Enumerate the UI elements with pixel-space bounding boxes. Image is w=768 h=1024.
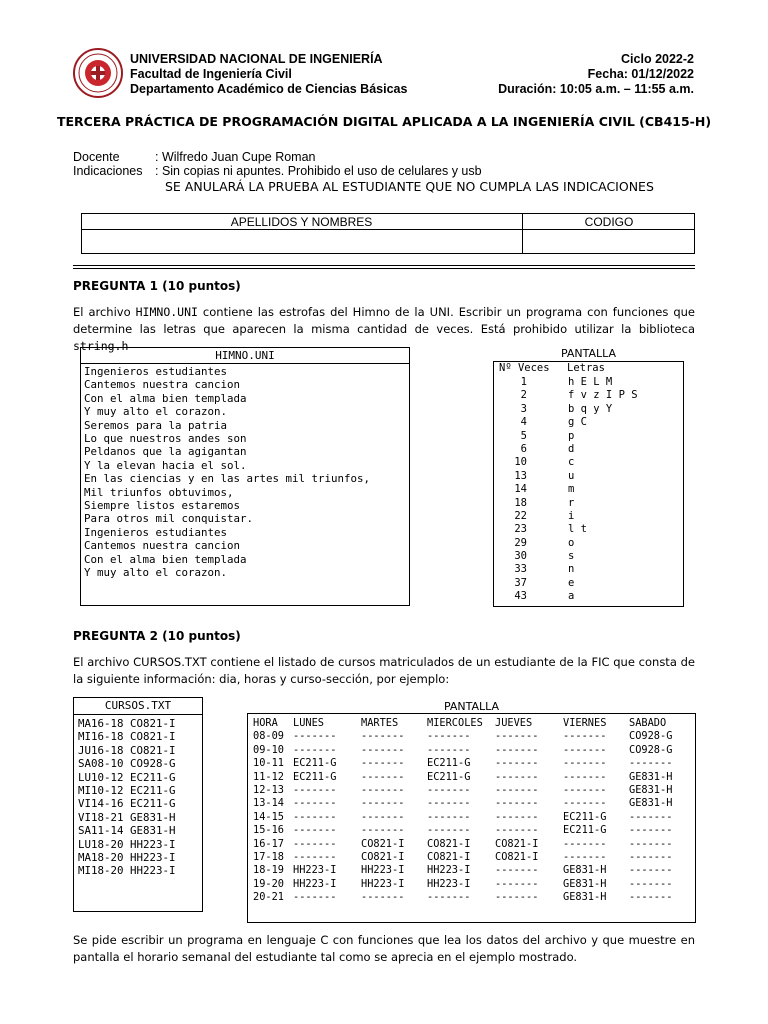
screen-row-count: 29 [514, 536, 527, 549]
schedule-cell: HH223-I [293, 877, 337, 890]
schedule-cell: LUNES [293, 717, 324, 729]
screen-row-letters: r [568, 496, 575, 509]
himno-file-title: HIMNO.UNI [215, 349, 275, 362]
screen-row [495, 416, 683, 429]
schedule-cell: ------- [629, 810, 673, 823]
schedule-cell: JUEVES [495, 717, 533, 729]
schedule-table [253, 717, 689, 905]
schedule-cell: HH223-I [427, 877, 471, 890]
screen-row-count: 4 [520, 416, 527, 429]
screen-row-count: 3 [520, 402, 527, 415]
schedule-cell: ------- [361, 757, 405, 770]
schedule-cell: ------- [563, 730, 607, 743]
course-line: MI18-20 HH223-I [78, 864, 176, 878]
schedule-cell: GE831-H [629, 797, 673, 810]
name-field[interactable] [82, 230, 522, 253]
q1-screen-rows [495, 376, 683, 604]
schedule-cell: 18-19 [253, 864, 284, 877]
schedule-cell: EC211-G [563, 824, 607, 837]
schedule-row [253, 878, 689, 891]
hymn-line: En las ciencias y en las artes mil triunfos, [84, 472, 371, 486]
schedule-cell: CO821-I [361, 837, 405, 850]
schedule-row [253, 771, 689, 784]
schedule-cell: ------- [361, 797, 405, 810]
schedule-cell: ------- [361, 770, 405, 783]
schedule-cell: ------- [563, 851, 607, 864]
faculty-name: Facultad de Ingeniería Civil [130, 67, 292, 81]
screen-row [495, 550, 683, 563]
schedule-row [253, 797, 689, 810]
schedule-cell: 10-11 [253, 757, 284, 770]
screen-row-letters: e [568, 576, 575, 589]
schedule-cell: 12-13 [253, 784, 284, 797]
q1-statement: El archivo HIMNO.UNI contiene las estrofas del Himno de la UNI. Escribir un programa con funciones que determine las letras que aparecen la misma cantidad de veces. Está prohibido utilizar la biblioteca string.h [73, 305, 695, 353]
hymn-line: Lo que nuestros andes son [84, 432, 247, 446]
screen-row [495, 483, 683, 496]
schedule-cell: CO821-I [427, 837, 471, 850]
q1-col-veces: Nº Veces [499, 362, 550, 374]
code-header: CODIGO [584, 215, 634, 229]
schedule-cell: GE831-H [629, 784, 673, 797]
schedule-cell: 08-09 [253, 730, 284, 743]
schedule-cell: CO821-I [495, 851, 539, 864]
hymn-line: Peldanos que la agigantan [84, 445, 247, 459]
schedule-cell: ------- [293, 784, 337, 797]
schedule-cell: ------- [495, 891, 539, 904]
schedule-cell: ------- [629, 824, 673, 837]
screen-row [495, 523, 683, 536]
screen-row-count: 18 [514, 496, 527, 509]
schedule-row [253, 811, 689, 824]
schedule-cell: ------- [293, 810, 337, 823]
schedule-cell: ------- [495, 770, 539, 783]
schedule-cell: ------- [361, 730, 405, 743]
docente-label: Docente [73, 150, 120, 164]
hymn-line: Ingenieros estudiantes [84, 525, 228, 539]
screen-row-letters: a [568, 590, 575, 603]
screen-row-letters: o [568, 536, 575, 549]
schedule-cell: EC211-G [427, 757, 471, 770]
schedule-cell: ------- [427, 730, 471, 743]
schedule-cell: 19-20 [253, 877, 284, 890]
schedule-cell: ------- [427, 810, 471, 823]
schedule-row [253, 864, 689, 877]
screen-row-count: 37 [514, 576, 527, 589]
course-line: SA11-14 GE831-H [78, 824, 176, 838]
schedule-row [253, 717, 689, 730]
schedule-cell: SABADO [629, 717, 667, 729]
indicaciones-value: : Sin copias ni apuntes. Prohibido el uso de celulares y usb [155, 164, 482, 178]
schedule-cell: GE831-H [563, 877, 607, 890]
exam-title: TERCERA PRÁCTICA DE PROGRAMACIÓN DIGITAL APLICADA A LA INGENIERÍA CIVIL (CB415-H) [56, 114, 712, 129]
screen-row-letters: s [568, 550, 575, 563]
schedule-cell: ------- [293, 891, 337, 904]
screen-row-count: 5 [520, 429, 527, 442]
screen-row-letters: g C [568, 416, 587, 429]
separator [73, 265, 695, 266]
course-line: VI14-16 EC211-G [78, 797, 176, 811]
schedule-cell: HH223-I [361, 877, 405, 890]
screen-row [495, 443, 683, 456]
schedule-cell: ------- [427, 824, 471, 837]
hymn-line: Y muy alto el corazon. [84, 566, 228, 580]
schedule-row [253, 784, 689, 797]
schedule-cell: ------- [293, 851, 337, 864]
schedule-cell: ------- [293, 837, 337, 850]
schedule-cell: GE831-H [629, 770, 673, 783]
schedule-cell: ------- [629, 864, 673, 877]
indicaciones-label: Indicaciones [73, 164, 143, 178]
course-line: MA18-20 HH223-I [78, 851, 176, 865]
hymn-line: Y muy alto el corazon. [84, 405, 228, 419]
screen-row-count: 23 [514, 523, 527, 536]
q2-statement: El archivo CURSOS.TXT contiene el listado de cursos matriculados de un estudiante de la FIC que consta de la siguiente información: dia, horas y curso-sección, por ejemplo: [73, 655, 695, 686]
schedule-cell: ------- [427, 891, 471, 904]
screen-row-letters: i [568, 509, 575, 522]
schedule-cell: ------- [495, 730, 539, 743]
screen-row-count: 6 [520, 442, 527, 455]
course-line: SA08-10 CO928-G [78, 757, 176, 771]
hymn-line: Ingenieros estudiantes [84, 365, 228, 378]
schedule-cell: ------- [495, 757, 539, 770]
hymn-line: Cantemos nuestra cancion [84, 378, 241, 392]
screen-row-count: 13 [514, 469, 527, 482]
screen-row-letters: h E L M [568, 376, 613, 388]
course-line: MI16-18 CO821-I [78, 730, 176, 744]
screen-row [495, 510, 683, 523]
schedule-cell: HH223-I [293, 864, 337, 877]
hymn-line: Con el alma bien templada [84, 391, 247, 405]
hymn-line: Cantemos nuestra cancion [84, 539, 241, 553]
schedule-cell: 16-17 [253, 837, 284, 850]
schedule-cell: EC211-G [427, 770, 471, 783]
screen-row [495, 430, 683, 443]
screen-row [495, 376, 683, 389]
schedule-cell: ------- [629, 851, 673, 864]
schedule-cell: CO821-I [361, 851, 405, 864]
screen-row [495, 403, 683, 416]
schedule-cell: ------- [563, 797, 607, 810]
schedule-cell: 14-15 [253, 810, 284, 823]
hymn-line: Siempre listos estaremos [84, 499, 241, 513]
screen-row-count: 10 [514, 456, 527, 469]
screen-row-count: 2 [520, 389, 527, 402]
schedule-cell: CO928-G [629, 730, 673, 743]
schedule-cell: ------- [427, 797, 471, 810]
exam-date: Fecha: 01/12/2022 [587, 67, 694, 81]
schedule-cell: ------- [495, 824, 539, 837]
q2-screen-title: PANTALLA [443, 700, 500, 713]
schedule-row [253, 891, 689, 904]
hymn-line: Para otros mil conquistar. [84, 512, 254, 526]
schedule-cell: ------- [629, 757, 673, 770]
screen-row [495, 590, 683, 603]
schedule-cell: ------- [563, 757, 607, 770]
schedule-cell: ------- [495, 797, 539, 810]
schedule-cell: ------- [563, 770, 607, 783]
screen-row-count: 14 [514, 483, 527, 496]
q1-heading: PREGUNTA 1 (10 puntos) [73, 279, 241, 293]
schedule-cell: ------- [361, 810, 405, 823]
schedule-cell: 15-16 [253, 824, 284, 837]
exam-duration: Duración: 10:05 a.m. – 11:55 a.m. [498, 82, 694, 96]
schedule-cell: 17-18 [253, 851, 284, 864]
screen-row-letters: b q y Y [568, 402, 613, 415]
schedule-row [253, 757, 689, 770]
schedule-row [253, 744, 689, 757]
screen-row-letters: n [568, 563, 575, 576]
schedule-cell: CO821-I [495, 837, 539, 850]
screen-row [495, 389, 683, 402]
schedule-cell: ------- [495, 743, 539, 756]
schedule-cell: 13-14 [253, 797, 284, 810]
schedule-cell: CO821-I [427, 851, 471, 864]
closing-text: Se pide escribir un programa en lenguaje C con funciones que lea los datos del archivo y que muestre en pantalla el horario semanal del estudiante tal como se aprecia en el ejemplo mostrado. [73, 933, 695, 964]
schedule-cell: ------- [629, 877, 673, 890]
cursos-file-title: CURSOS.TXT [104, 699, 172, 712]
hymn-line: Y la elevan hacia el sol. [84, 458, 247, 472]
schedule-cell: HH223-I [427, 864, 471, 877]
schedule-cell: ------- [361, 784, 405, 797]
schedule-cell: HORA [253, 717, 278, 729]
course-line: MI10-12 EC211-G [78, 784, 176, 798]
screen-row-letters: c [568, 456, 575, 469]
screen-row [495, 563, 683, 576]
schedule-cell: ------- [563, 743, 607, 756]
code-field[interactable] [523, 230, 694, 253]
schedule-cell: 11-12 [253, 770, 284, 783]
screen-row-letters: d [568, 442, 575, 455]
schedule-cell: ------- [361, 891, 405, 904]
schedule-cell: ------- [495, 810, 539, 823]
course-line: MA16-18 CO821-I [78, 717, 176, 730]
schedule-cell: ------- [293, 797, 337, 810]
screen-row-count: 1 [520, 376, 527, 388]
q2-heading: PREGUNTA 2 (10 puntos) [73, 629, 241, 643]
screen-row-letters: p [568, 429, 575, 442]
hymn-line: Con el alma bien templada [84, 552, 247, 566]
university-name: UNIVERSIDAD NACIONAL DE INGENIERÍA [130, 52, 383, 66]
schedule-cell: ------- [563, 784, 607, 797]
schedule-cell: ------- [495, 877, 539, 890]
schedule-cell: GE831-H [563, 864, 607, 877]
schedule-cell: ------- [629, 891, 673, 904]
screen-row-letters: u [568, 469, 575, 482]
schedule-cell: GE831-H [563, 891, 607, 904]
department-name: Departamento Académico de Ciencias Básicas [130, 82, 408, 96]
course-line: LU18-20 HH223-I [78, 837, 176, 851]
schedule-cell: MIERCOLES [427, 717, 483, 729]
name-header: APELLIDOS Y NOMBRES [230, 215, 373, 229]
schedule-cell: 20-21 [253, 891, 284, 904]
screen-row [495, 456, 683, 469]
screen-row-letters: m [568, 483, 575, 496]
hymn-line: Seremos para la patria [84, 418, 228, 432]
schedule-cell: VIERNES [563, 717, 607, 729]
screen-row-count: 30 [514, 550, 527, 563]
schedule-cell: ------- [495, 864, 539, 877]
schedule-cell: HH223-I [361, 864, 405, 877]
schedule-cell: ------- [361, 743, 405, 756]
schedule-row [253, 824, 689, 837]
schedule-cell: ------- [427, 743, 471, 756]
schedule-cell: 09-10 [253, 743, 284, 756]
screen-row-count: 33 [514, 563, 527, 576]
screen-row-letters: f v z I P S [568, 389, 638, 402]
screen-row-count: 22 [514, 509, 527, 522]
schedule-row [253, 730, 689, 743]
schedule-cell: ------- [563, 837, 607, 850]
schedule-cell: ------- [361, 824, 405, 837]
q1-col-letras: Letras [567, 362, 605, 374]
screen-row-count: 43 [514, 590, 527, 603]
schedule-row [253, 851, 689, 864]
schedule-cell: CO928-G [629, 743, 673, 756]
hymn-line: Mil triunfos obtuvimos, [84, 485, 234, 499]
university-seal-icon [73, 48, 123, 98]
schedule-cell: ------- [293, 824, 337, 837]
schedule-cell: ------- [629, 837, 673, 850]
course-line: LU10-12 EC211-G [78, 770, 176, 784]
course-line: JU16-18 CO821-I [78, 743, 176, 757]
screen-row [495, 497, 683, 510]
course-line: VI18-21 GE831-H [78, 810, 176, 824]
schedule-cell: EC211-G [293, 757, 337, 770]
q1-screen-title: PANTALLA [560, 347, 617, 360]
schedule-cell: EC211-G [563, 810, 607, 823]
schedule-cell: EC211-G [293, 770, 337, 783]
schedule-cell: ------- [293, 730, 337, 743]
hymn-lines [84, 365, 370, 580]
screen-row [495, 537, 683, 550]
schedule-cell: ------- [427, 784, 471, 797]
docente-value: : Wilfredo Juan Cupe Roman [155, 150, 316, 164]
schedule-cell: ------- [495, 784, 539, 797]
cycle: Ciclo 2022-2 [621, 52, 694, 66]
schedule-row [253, 838, 689, 851]
course-lines [78, 717, 176, 878]
schedule-cell: MARTES [361, 717, 399, 729]
schedule-cell: ------- [293, 743, 337, 756]
screen-row [495, 470, 683, 483]
screen-row-letters: l t [568, 523, 587, 536]
screen-row [495, 577, 683, 590]
warning-text: SE ANULARÁ LA PRUEBA AL ESTUDIANTE QUE NO CUMPLA LAS INDICACIONES [165, 179, 654, 194]
